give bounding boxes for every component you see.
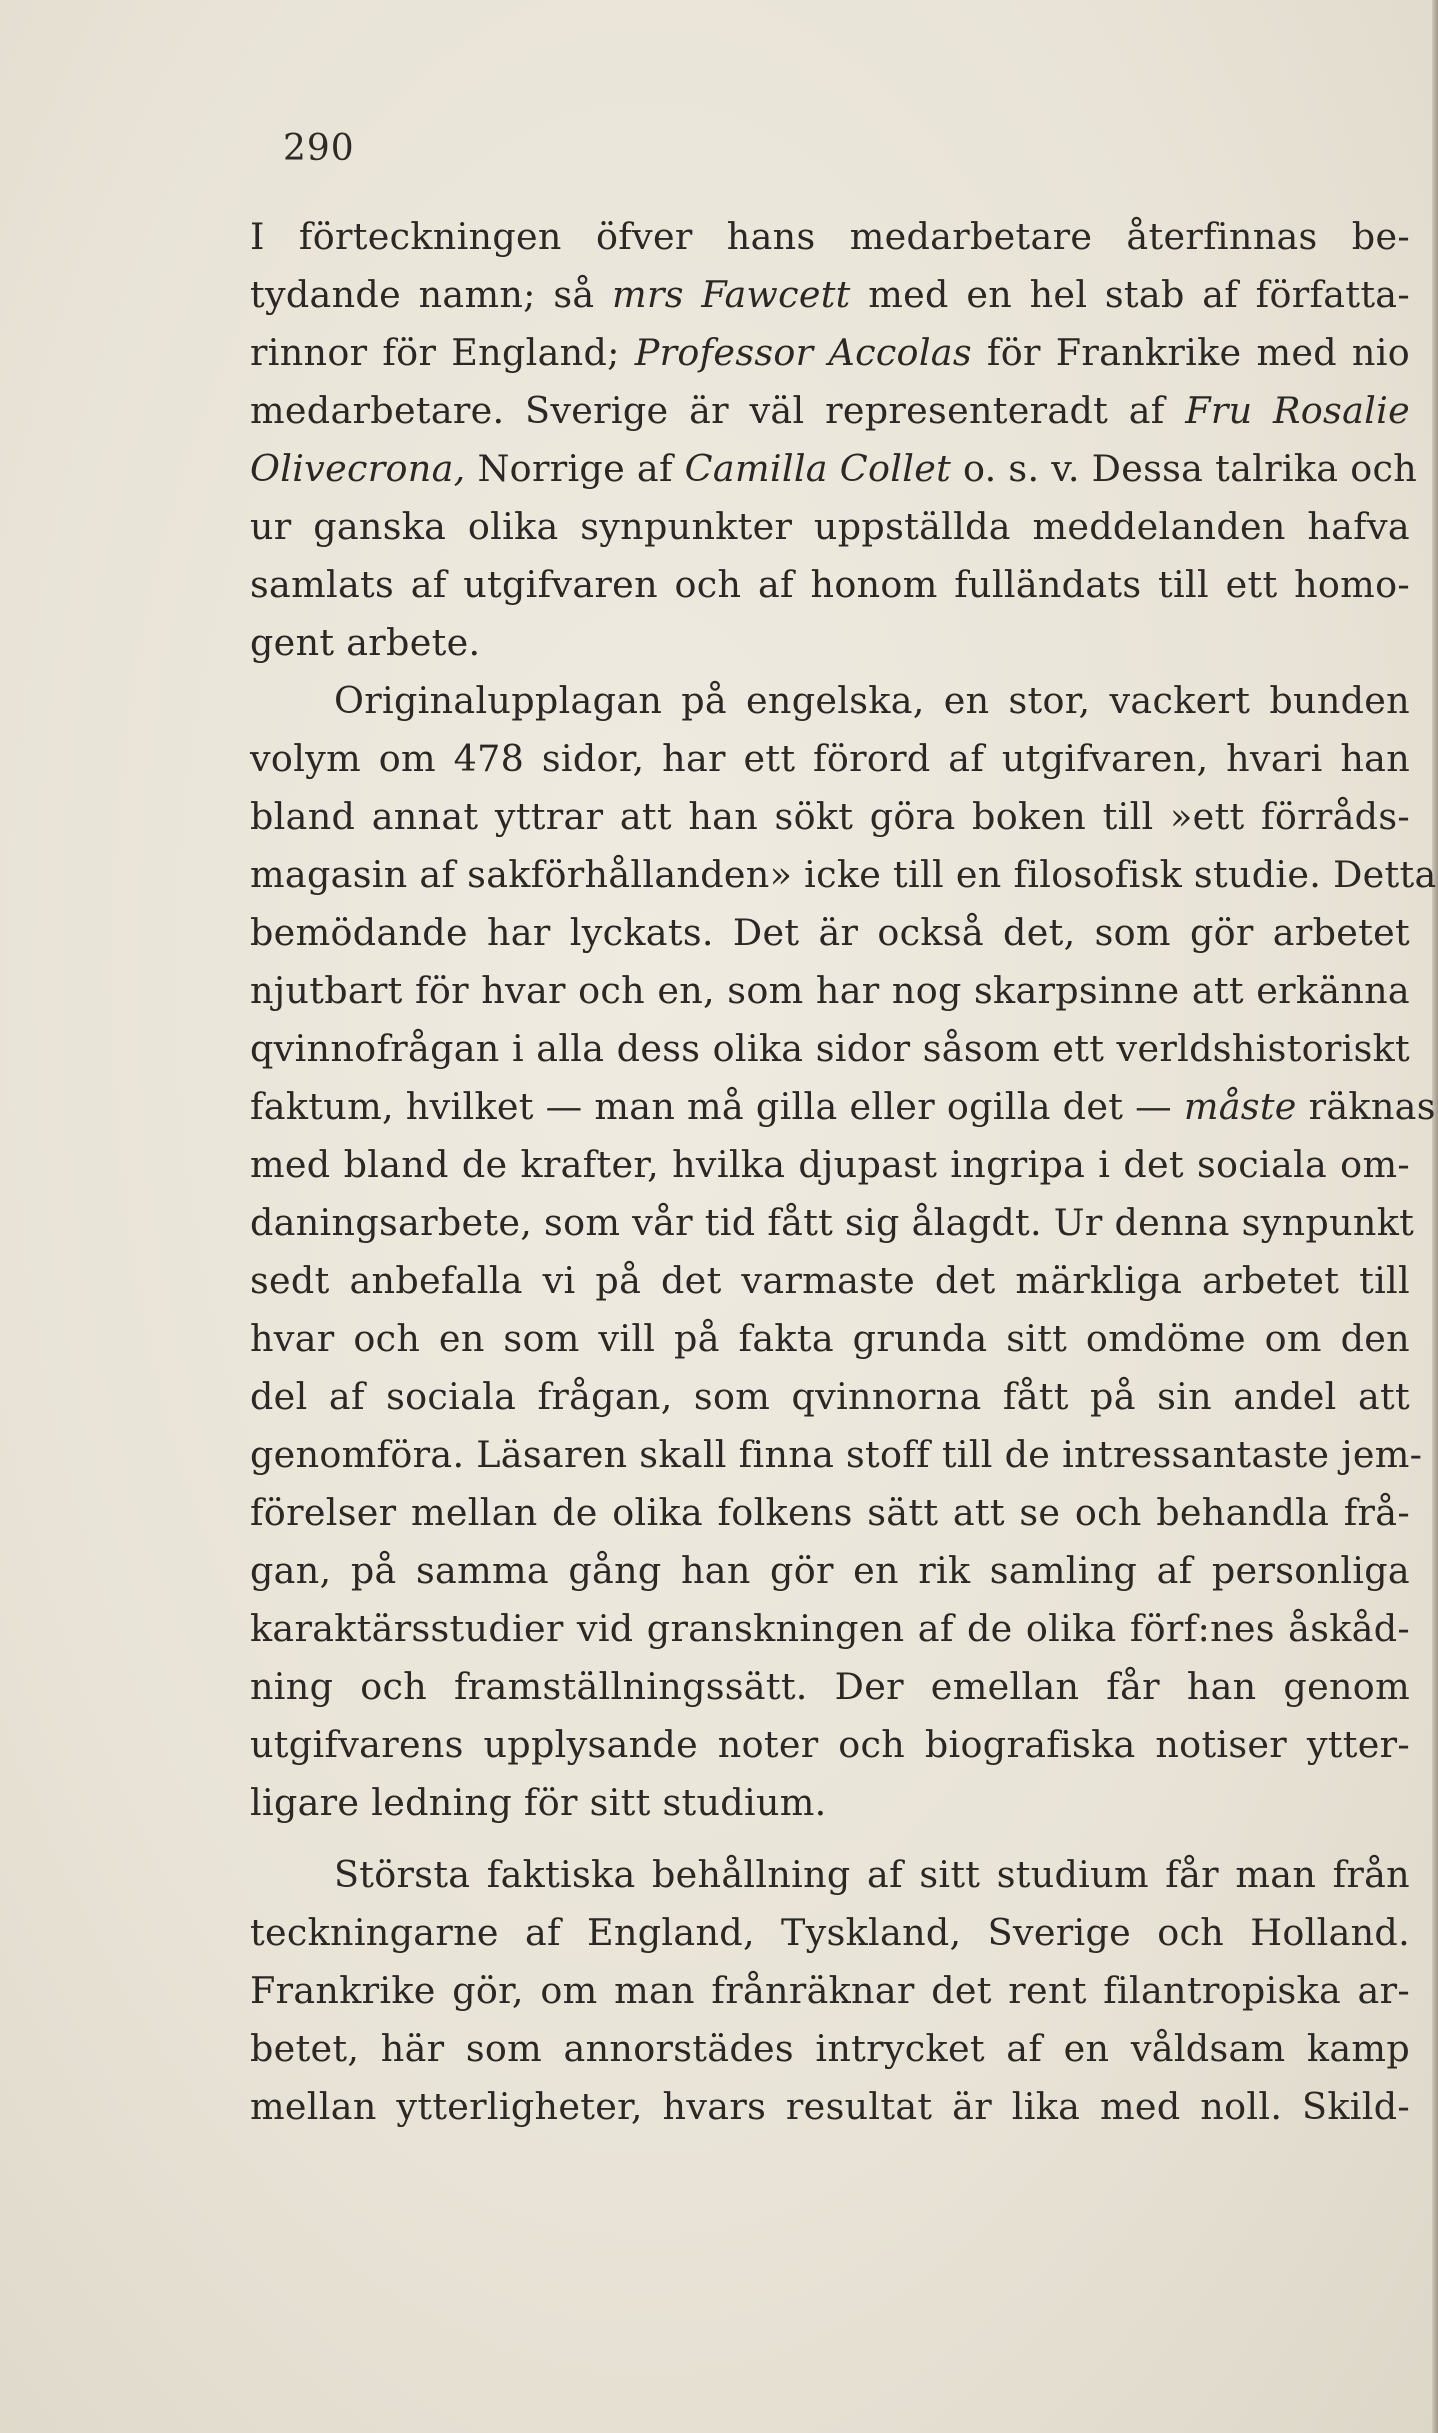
text-line-6: ur ganska olika synpunkter uppställda meddelanden hafva xyxy=(250,505,1410,548)
text-line-28: ligare ledning för sitt studium. xyxy=(250,1781,827,1824)
text-line-15: qvinnofrågan i alla dess olika sidor såsom ett verldshistoriskt xyxy=(250,1027,1410,1070)
text-line-26: ning och framställningssätt. Der emellan får han genom xyxy=(250,1665,1410,1708)
text-line-10: volym om 478 sidor, har ett förord af utgifvaren, hvari han xyxy=(250,737,1410,780)
text-line-2: tydande namn; så mrs Fawcett med en hel stab af författa- xyxy=(250,273,1410,316)
page-number: 290 xyxy=(283,128,355,169)
text-line-7: samlats af utgifvaren och af honom fulländats till ett homo- xyxy=(250,563,1410,606)
text-line-9: Originalupplagan på engelska, en stor, vackert bunden xyxy=(334,679,1410,722)
italic-name: Camilla Collet xyxy=(684,447,952,490)
text-line-33: mellan ytterligheter, hvars resultat är lika med noll. Skild- xyxy=(250,2085,1410,2128)
text-line-24: gan, på samma gång han gör en rik samling af personliga xyxy=(250,1549,1410,1592)
text-line-13: bemödande har lyckats. Det är också det, som gör arbetet xyxy=(250,911,1410,954)
text-line-18: daningsarbete, som vår tid fått sig ålagdt. Ur denna synpunkt xyxy=(250,1201,1415,1244)
text-line-21: del af sociala frågan, som qvinnorna fått på sin andel att xyxy=(250,1375,1410,1418)
text-line-30: teckningarne af England, Tyskland, Sverige och Holland. xyxy=(250,1911,1410,1954)
text-line-4: medarbetare. Sverige är väl representeradt af Fru Rosalie xyxy=(250,389,1410,432)
text-line-8: gent arbete. xyxy=(250,621,481,664)
text-line-5: Olivecrona, Norrige af Camilla Collet o. s. v. Dessa talrika och xyxy=(250,447,1418,490)
text-line-20: hvar och en som vill på fakta grunda sitt omdöme om den xyxy=(250,1317,1410,1360)
text-line-11: bland annat yttrar att han sökt göra boken till »ett förråds- xyxy=(250,795,1410,838)
text-line-31: Frankrike gör, om man frånräknar det rent filantropiska ar- xyxy=(250,1969,1410,2012)
text-line-29: Största faktiska behållning af sitt studium får man från xyxy=(334,1853,1410,1896)
text-line-12: magasin af sakförhållanden» icke till en filosofisk studie. Detta xyxy=(250,853,1437,896)
text-line-25: karaktärsstudier vid granskningen af de olika förf:nes åskåd- xyxy=(250,1607,1410,1650)
page-edge xyxy=(1432,0,1438,2433)
text-line-14: njutbart för hvar och en, som har nog skarpsinne att erkänna xyxy=(250,969,1410,1012)
italic-name: Olivecrona, xyxy=(250,447,466,490)
text-line-23: förelser mellan de olika folkens sätt att se och behandla frå- xyxy=(250,1491,1410,1534)
text-line-32: betet, här som annorstädes intrycket af en våldsam kamp xyxy=(250,2027,1410,2070)
text-line-22: genomföra. Läsaren skall finna stoff till de intressantaste jem- xyxy=(250,1433,1423,1476)
text-line-17: med bland de krafter, hvilka djupast ingripa i det sociala om- xyxy=(250,1143,1410,1186)
text-line-16: faktum, hvilket — man må gilla eller ogilla det — måste räknas xyxy=(250,1085,1436,1128)
italic-name: Fru Rosalie xyxy=(1185,389,1410,432)
text-line-19: sedt anbefalla vi på det varmaste det märkliga arbetet till xyxy=(250,1259,1410,1302)
text-line-1: I förteckningen öfver hans medarbetare återfinnas be- xyxy=(250,215,1410,258)
italic-name: Professor Accolas xyxy=(634,331,972,374)
italic-word: måste xyxy=(1183,1085,1297,1128)
text-line-3: rinnor för England; Professor Accolas för Frankrike med nio xyxy=(250,331,1410,374)
text-line-27: utgifvarens upplysande noter och biografiska notiser ytter- xyxy=(250,1723,1410,1766)
italic-name: mrs Fawcett xyxy=(612,273,851,316)
